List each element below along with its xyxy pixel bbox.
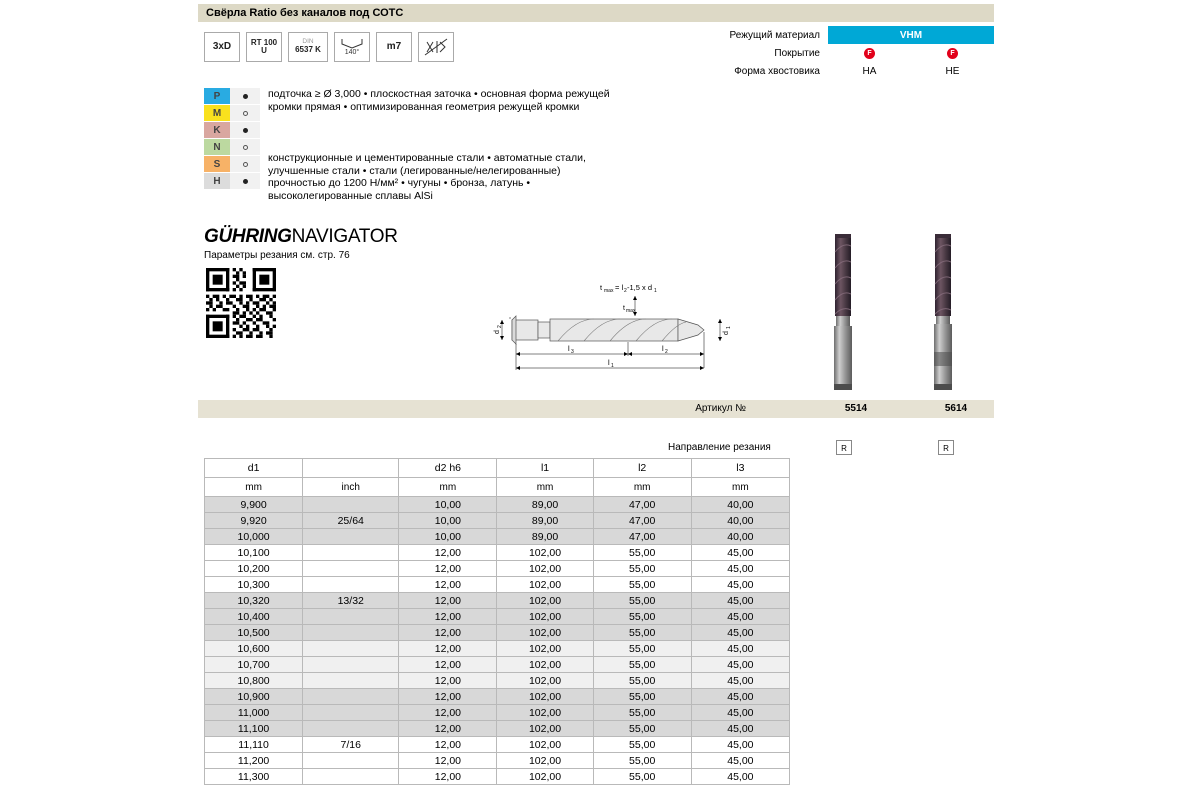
table-cell: 102,00 [497,641,593,657]
table-cell: 45,00 [691,705,789,721]
l2-label: l [662,344,664,353]
brand-suffix: NAVIGATOR [291,226,398,247]
d2-label: d [494,330,501,334]
table-cell: 10,800 [205,673,303,689]
cut-direction-badge-2: R [938,440,954,455]
table-row [205,609,790,625]
table-cell: 102,00 [497,673,593,689]
spec-row-material [668,26,994,44]
icon-row [204,32,454,62]
table-cell: 12,00 [399,609,497,625]
table-cell [303,561,399,577]
material-class-table [204,88,260,190]
table-cell: 102,00 [497,753,593,769]
point-angle-glyph [341,38,363,49]
table-cell: 55,00 [593,737,691,753]
material-key-s: S [204,156,230,173]
table-cell: 11,200 [205,753,303,769]
table-cell: 11,100 [205,721,303,737]
geometry-description: подточка ≥ Ø 3,000 • плоскостная заточка • основная форма режущей кромки прямая • оптимизированная геометрия режущей кромки [268,88,610,113]
table-cell: 12,00 [399,721,497,737]
material-key-m: M [204,105,230,122]
table-cell: 102,00 [497,625,593,641]
point-angle-icon [334,32,370,62]
table-cell: 45,00 [691,673,789,689]
l1-label: l [608,358,610,367]
table-cell: 89,00 [497,513,593,529]
material-mark-s [230,156,260,173]
article-number-2: 5614 [944,403,968,414]
table-row [205,737,790,753]
table-cell: 102,00 [497,593,593,609]
table-header-row-1 [205,459,790,478]
material-description: конструкционные и цементированные стали • автоматные стали, улучшенные стали • стали (легированные/нелегированные) прочностью до 1200 Н/мм² • чугуны • бронза, латунь • высоколегированные сплавы AlSi [268,152,586,202]
table-cell: 55,00 [593,609,691,625]
table-cell: 102,00 [497,769,593,785]
material-key-n: N [204,139,230,156]
table-cell: 40,00 [691,529,789,545]
spec-table [668,26,994,80]
rt100u-line1: RT 100 [250,37,278,47]
no-coolant-icon [418,32,454,62]
drill-photo-he [928,232,958,392]
table-cell: 12,00 [399,705,497,721]
table-cell: 55,00 [593,625,691,641]
table-row [205,657,790,673]
spec-value-shank-2: HE [945,65,960,77]
table-cell [303,753,399,769]
table-cell [303,657,399,673]
table-cell: 55,00 [593,577,691,593]
table-header-row-2 [205,478,790,497]
table-cell: 12,00 [399,561,497,577]
din-icon [288,32,328,62]
table-row [205,689,790,705]
spec-row-coating [668,44,994,62]
table-cell: 10,00 [399,497,497,513]
table-cell: 55,00 [593,641,691,657]
material-row-k [204,122,260,139]
table-cell: 12,00 [399,657,497,673]
table-cell: 45,00 [691,593,789,609]
brand-name: GÜHRING [204,226,292,247]
table-cell [303,529,399,545]
table-row [205,721,790,737]
svg-text:2: 2 [497,325,503,328]
table-cell: 55,00 [593,721,691,737]
cut-direction-row [198,440,994,460]
drill-photo-ha [828,232,858,392]
depth-ratio-icon [204,32,240,62]
cut-direction-label: Направление резания [668,442,771,453]
table-cell: 45,00 [691,689,789,705]
table-cell: 102,00 [497,545,593,561]
material-key-p: P [204,88,230,105]
table-cell: 10,400 [205,609,303,625]
table-cell [303,769,399,785]
table-cell: 55,00 [593,753,691,769]
unit-inch: inch [303,478,399,497]
table-row [205,561,790,577]
table-cell: 45,00 [691,769,789,785]
page-title: Свёрла Ratio без каналов под СОТС [198,4,994,22]
table-row [205,625,790,641]
material-mark-p [230,88,260,105]
header-d1-inch [303,459,399,478]
svg-text:1: 1 [611,363,614,369]
table-cell: 12,00 [399,753,497,769]
material-mark-h [230,173,260,190]
header-d1: d1 [205,459,303,478]
material-key-h: H [204,173,230,190]
table-cell: 10,200 [205,561,303,577]
svg-text:max: max [604,288,614,294]
unit-d2: mm [399,478,497,497]
table-cell: 102,00 [497,721,593,737]
table-cell: 10,100 [205,545,303,561]
table-cell: 12,00 [399,673,497,689]
table-body [205,497,790,785]
table-cell: 55,00 [593,673,691,689]
svg-text:= l: = l [615,283,624,292]
table-cell: 55,00 [593,689,691,705]
svg-text:1: 1 [726,326,732,329]
article-bar [198,400,994,418]
table-cell: 11,110 [205,737,303,753]
header-d2: d2 h6 [399,459,497,478]
spec-value-shank-1: HA [862,65,877,77]
coating-dot-2 [911,44,994,62]
table-cell: 45,00 [691,737,789,753]
coating-dot-1 [828,44,911,62]
table-cell: 12,00 [399,577,497,593]
table-row [205,545,790,561]
material-row-s [204,156,260,173]
header-l2: l2 [593,459,691,478]
article-label: Артикул № [695,403,746,414]
table-row [205,513,790,529]
coating-badge-f1: F [864,48,875,59]
table-cell [303,689,399,705]
table-cell: 10,00 [399,513,497,529]
tmax-formula: t [600,283,603,292]
unit-d1: mm [205,478,303,497]
technical-drawing [480,272,780,392]
table-cell: 102,00 [497,689,593,705]
header-l1: l1 [497,459,593,478]
table-cell: 7/16 [303,737,399,753]
tolerance-label: m7 [386,40,402,52]
coating-badge-f2: F [947,48,958,59]
table-row [205,673,790,689]
svg-text:3: 3 [571,349,574,355]
table-cell: 102,00 [497,609,593,625]
point-angle-label: 140° [344,48,360,56]
table-cell: 45,00 [691,753,789,769]
table-cell: 11,000 [205,705,303,721]
table-cell: 102,00 [497,737,593,753]
table-cell: 11,300 [205,769,303,785]
table-row [205,593,790,609]
rt100u-line2: U [261,46,267,55]
material-mark-m [230,105,260,122]
no-coolant-glyph [424,38,448,56]
spec-value-material: VHM [828,26,994,44]
table-cell: 10,900 [205,689,303,705]
material-row-h [204,173,260,190]
table-cell [303,705,399,721]
svg-text:-1,5 x d: -1,5 x d [627,283,653,292]
material-row-m [204,105,260,122]
material-row-p [204,88,260,105]
table-row [205,705,790,721]
table-cell: 40,00 [691,497,789,513]
table-cell: 12,00 [399,641,497,657]
table-cell: 45,00 [691,561,789,577]
table-cell: 55,00 [593,545,691,561]
table-row [205,577,790,593]
table-cell: 10,00 [399,529,497,545]
table-cell: 13/32 [303,593,399,609]
table-cell: 10,500 [205,625,303,641]
table-cell: 47,00 [593,529,691,545]
rt100u-icon [246,32,282,62]
spec-label-material: Режущий материал [729,29,820,41]
table-cell: 10,700 [205,657,303,673]
table-cell: 47,00 [593,513,691,529]
table-row [205,529,790,545]
table-cell [303,721,399,737]
table-cell: 12,00 [399,737,497,753]
table-cell: 10,600 [205,641,303,657]
table-cell [303,497,399,513]
tolerance-icon [376,32,412,62]
table-cell: 45,00 [691,721,789,737]
table-row [205,497,790,513]
material-mark-n [230,139,260,156]
table-cell: 89,00 [497,497,593,513]
table-cell: 55,00 [593,769,691,785]
unit-l3: mm [691,478,789,497]
table-cell: 55,00 [593,657,691,673]
table-cell: 45,00 [691,641,789,657]
table-cell: 12,00 [399,593,497,609]
table-cell: 45,00 [691,625,789,641]
unit-l1: mm [497,478,593,497]
unit-l2: mm [593,478,691,497]
table-row [205,753,790,769]
table-cell [303,609,399,625]
table-cell [303,577,399,593]
table-cell: 102,00 [497,657,593,673]
qr-code[interactable] [206,268,276,338]
material-row-n [204,139,260,156]
table-cell: 40,00 [691,513,789,529]
table-cell: 9,920 [205,513,303,529]
material-mark-k [230,122,260,139]
brand-subtitle: Параметры резания см. стр. 76 [204,250,350,261]
l3-label: l [568,344,570,353]
header-l3: l3 [691,459,789,478]
table-row [205,641,790,657]
din-line2: 6537 K [295,45,321,55]
table-cell: 10,300 [205,577,303,593]
svg-text:1: 1 [654,288,657,294]
spec-label-coating: Покрытие [774,47,820,59]
table-cell: 10,320 [205,593,303,609]
table-cell: 55,00 [593,561,691,577]
table-cell: 102,00 [497,561,593,577]
table-cell: 12,00 [399,769,497,785]
table-cell: 45,00 [691,545,789,561]
table-cell: 55,00 [593,593,691,609]
article-number-1: 5514 [844,403,868,414]
table-cell: 102,00 [497,577,593,593]
material-key-k: K [204,122,230,139]
table-cell: 102,00 [497,705,593,721]
table-cell: 12,00 [399,545,497,561]
svg-text:2: 2 [665,349,668,355]
table-cell [303,625,399,641]
spec-label-shank: Форма хвостовика [734,65,820,77]
table-cell: 9,900 [205,497,303,513]
table-cell: 10,000 [205,529,303,545]
table-cell: 12,00 [399,625,497,641]
table-cell: 25/64 [303,513,399,529]
table-cell: 45,00 [691,657,789,673]
tmax-label: t [623,305,625,312]
table-cell [303,545,399,561]
table-cell: 89,00 [497,529,593,545]
table-cell: 45,00 [691,609,789,625]
dimensions-table [204,458,790,785]
table-cell: 12,00 [399,689,497,705]
svg-text:2: 2 [624,288,627,294]
depth-ratio-label: 3xD [212,40,232,52]
cut-direction-badge-1: R [836,440,852,455]
table-cell: 55,00 [593,705,691,721]
brand-logo [204,226,398,248]
svg-text:max: max [626,308,636,314]
spec-row-shank [668,62,994,80]
table-cell: 45,00 [691,577,789,593]
table-cell [303,641,399,657]
table-row [205,769,790,785]
table-cell: 47,00 [593,497,691,513]
table-cell [303,673,399,689]
din-line1: DIN [302,38,314,46]
d1-label: d [723,331,730,335]
